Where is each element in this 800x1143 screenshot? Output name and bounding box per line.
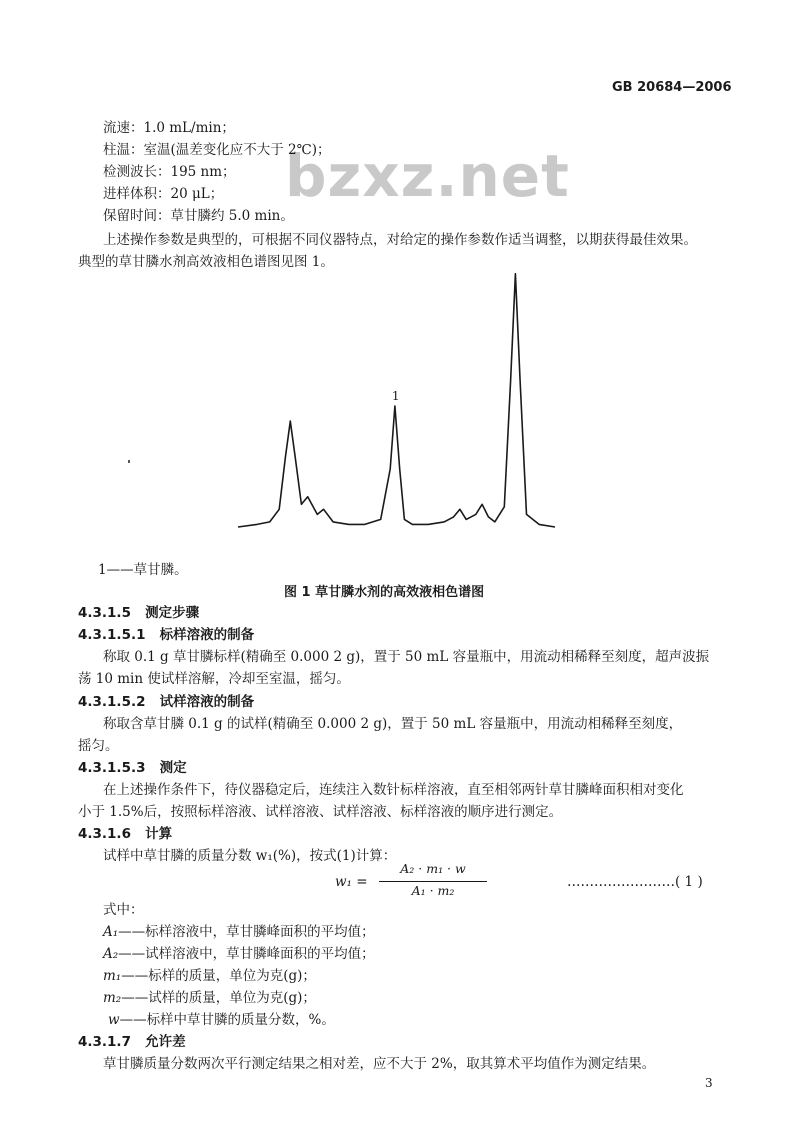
var-symbol: m₂ [103,990,122,1006]
section-43152 [78,692,254,712]
var-symbol: A₁ [103,924,119,940]
section-43151 [78,625,254,645]
section-title: 计算 [145,826,173,842]
section-number: 4.3.1.5.3 [78,760,146,776]
section-4315 [78,603,199,623]
peak-label-1: 1 [391,389,400,403]
paragraph-43153-line-1: 在上述操作条件下，待仪器稳定后，连续注入数针标样溶液，直至相邻两针草甘膦峰面积相对变化 [103,782,684,798]
paragraph-43151-line-1: 称取 0.1 g 草甘膦标样(精确至 0.000 2 g)，置于 50 mL 容量瓶中，用流动相稀释至刻度，超声波振 [103,649,710,665]
section-title: 试样溶液的制备 [159,694,255,710]
chromatogram-figure [230,270,565,555]
var-desc: ——试样的质量，单位为克(g)； [121,990,316,1006]
standard-number: GB 20684—2006 [612,80,732,95]
section-4317 [78,1032,186,1052]
formula-denominator: A₁ · m₂ [411,883,455,898]
formula-1 [335,860,735,904]
param-wavelength: 检测波长：195 nm； [103,164,236,180]
section-number: 4.3.1.5.2 [78,694,146,710]
param-injection-volume: 进样体积：20 μL； [103,186,224,202]
var-desc: ——标样的质量，单位为克(g)； [121,968,316,984]
var-symbol: A₂ [103,946,119,962]
var-row-m2 [103,988,316,1008]
section-title: 标样溶液的制备 [159,627,255,643]
var-desc: ——标样溶液中，草甘膦峰面积的平均值； [118,924,375,940]
var-symbol: m₁ [103,968,122,984]
var-desc: ——标样中草甘膦的质量分数，%。 [119,1012,335,1028]
paragraph-43152-line-1: 称取含草甘膦 0.1 g 的试样(精确至 0.000 2 g)，置于 50 mL 容量瓶中，用流动相稀释至刻度， [103,716,683,732]
var-row-a1 [103,922,375,942]
section-number: 4.3.1.6 [78,826,131,842]
paragraph-43152-line-2: 摇匀。 [78,738,119,754]
section-43153 [78,758,187,778]
figure-legend: 1——草甘膦。 [98,562,188,578]
param-column-temp: 柱温：室温(温差变化应不大于 2℃)； [103,142,331,158]
speck [128,460,130,463]
var-symbol: w [108,1012,120,1028]
formula-numerator: A₂ · m₁ · w [400,861,466,876]
formula-number: ……………………( 1 ) [567,874,703,890]
section-number: 4.3.1.7 [78,1034,131,1050]
var-row-a2 [103,944,375,964]
figure-caption: 图 1 草甘膦水剂的高效液相色谱图 [284,585,485,600]
section-title: 测定步骤 [145,605,200,621]
page-number: 3 [705,1076,713,1090]
section-number: 4.3.1.5 [78,605,131,621]
var-desc: ——试样溶液中，草甘膦峰面积的平均值； [118,946,375,962]
paragraph-43151-line-2: 荡 10 min 使试样溶解，冷却至室温，摇匀。 [78,671,350,687]
param-retention-time: 保留时间：草甘膦约 5.0 min。 [103,208,294,224]
paragraph-43153-line-2: 小于 1.5%后，按照标样溶液、试样溶液、试样溶液、标样溶液的顺序进行测定。 [78,804,563,820]
paragraph-4316: 试样中草甘膦的质量分数 w₁(%)，按式(1)计算： [103,848,397,864]
var-row-m1 [103,966,316,986]
fraction-bar [379,881,487,882]
intro-line-1: 上述操作参数是典型的，可根据不同仪器特点，对给定的操作参数作适当调整，以期获得最佳效果。 [103,232,697,248]
paragraph-4317: 草甘膦质量分数两次平行测定结果之相对差，应不大于 2%，取其算术平均值作为测定结果。 [103,1056,656,1072]
intro-line-2: 典型的草甘膦水剂高效液相色谱图见图 1。 [78,254,334,270]
section-4316 [78,824,172,844]
var-row-w [108,1010,335,1030]
section-number: 4.3.1.5.1 [78,627,146,643]
section-title: 测定 [159,760,187,776]
section-title: 允许差 [145,1034,186,1050]
watermark: bzxz.net [285,142,570,210]
where-label: 式中： [103,902,144,918]
formula-lhs: w₁ = [335,874,368,890]
param-flow-rate: 流速：1.0 mL/min； [103,120,235,136]
